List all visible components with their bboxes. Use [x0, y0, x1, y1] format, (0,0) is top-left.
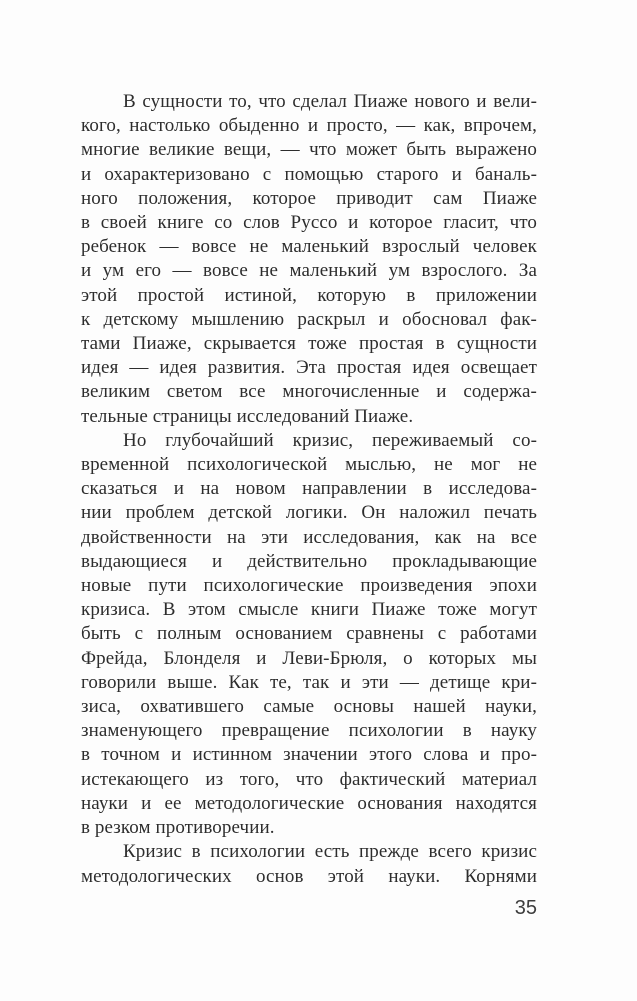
- text-line: знаменующего превращение психологии в науку: [81, 720, 537, 742]
- text-line: истекающего из того, что фактический материал: [81, 768, 537, 790]
- text-line: тами Пиаже, скрывается тоже простая в сущности: [81, 333, 537, 355]
- text-line: в точном и истинном значении этого слова и про-: [81, 744, 537, 766]
- text-line: великим светом все многочисленные и содержа-: [81, 381, 537, 403]
- text-line: Кризис в психологии есть прежде всего кризис: [123, 841, 537, 863]
- text-line: временной психологической мыслью, не мог не: [81, 454, 537, 476]
- text-line: Фрейда, Блонделя и Леви-Брюля, о которых мы: [81, 647, 537, 669]
- text-line: говорили выше. Как те, так и эти — детище кри-: [81, 671, 537, 693]
- text-line: сказаться и на новом направлении в исследова-: [81, 478, 537, 500]
- paragraph: [81, 429, 537, 840]
- text-line: нии проблем детской логики. Он наложил печать: [81, 502, 537, 524]
- text-line: зиса, охватившего самые основы нашей науки,: [81, 696, 537, 718]
- text-line: в своей книге со слов Руссо и которое гласит, что: [81, 212, 537, 234]
- text-line: науки и ее методологические основания находятся: [81, 792, 537, 814]
- text-line: двойственности на эти исследования, как на все: [81, 526, 537, 548]
- text-line: В сущности то, что сделал Пиаже нового и вели-: [123, 91, 537, 112]
- paragraph: [81, 90, 537, 429]
- text-line: быть с полным основанием сравнены с работами: [81, 623, 537, 645]
- text-line: идея — идея развития. Эта простая идея освещает: [81, 357, 537, 379]
- text-line: Но глубочайший кризис, переживаемый со-: [123, 429, 537, 451]
- text-line: ребенок — вовсе не маленький взрослый человек: [81, 236, 537, 258]
- text-line: методологических основ этой науки. Корнями: [81, 865, 537, 887]
- text-line: ного положения, которое приводит сам Пиаже: [81, 187, 537, 209]
- text-line: кого, настолько обыденно и просто, — как, впрочем,: [81, 115, 537, 137]
- text-line: этой простой истиной, которую в приложении: [81, 284, 537, 306]
- text-line: и охарактеризовано с помощью старого и баналь-: [81, 163, 537, 185]
- text-line: к детскому мышлению раскрыл и обосновал фак-: [81, 308, 537, 330]
- text-line: кризиса. В этом смысле книги Пиаже тоже могут: [81, 599, 537, 621]
- paragraph: [81, 840, 537, 888]
- text-line: многие великие вещи, — что может быть выражено: [81, 139, 537, 161]
- text-line: и ум его — вовсе не маленький ум взрослого. За: [81, 260, 537, 282]
- text-line: выдающиеся и действительно прокладывающие: [81, 550, 537, 572]
- text-line: новые пути психологические произведения эпохи: [81, 575, 537, 597]
- page-text: [81, 90, 537, 889]
- page-number: 35: [514, 897, 537, 919]
- text-line: тельные страницы исследований Пиаже.: [81, 405, 414, 427]
- text-line: в резком противоречии.: [81, 817, 275, 839]
